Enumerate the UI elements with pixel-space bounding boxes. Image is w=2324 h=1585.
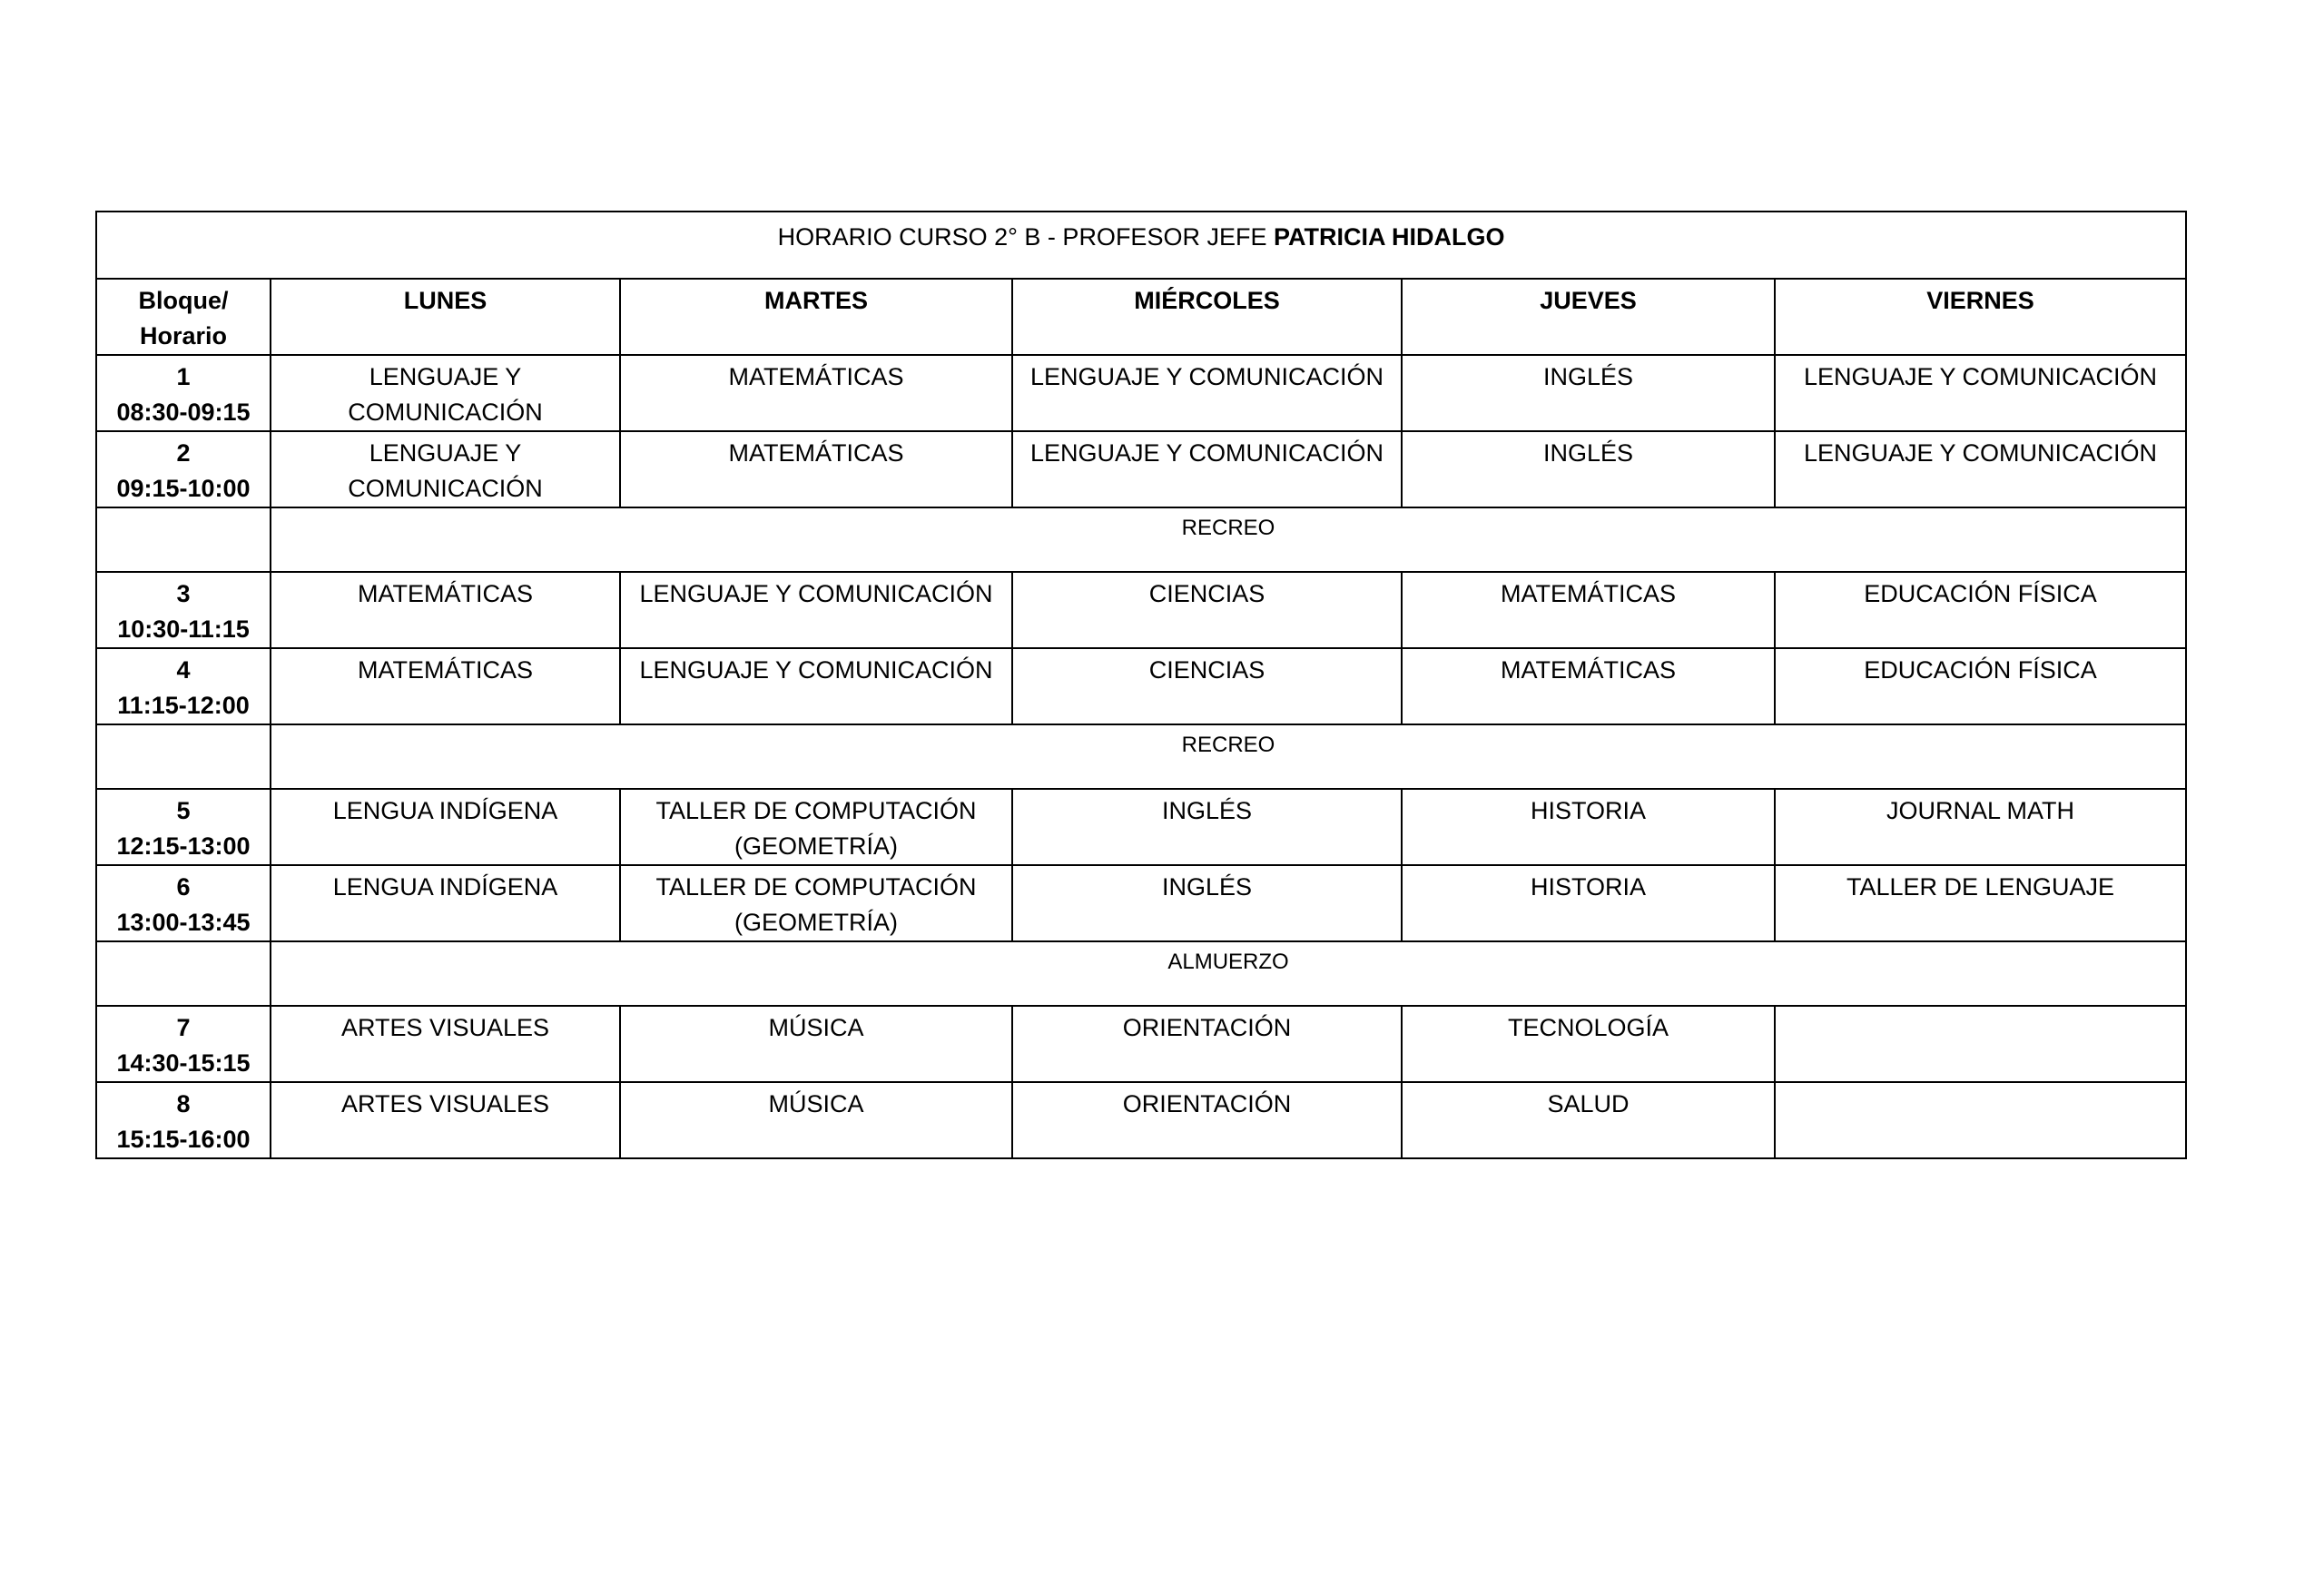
subject-name: LENGUAJE Y COMUNICACIÓN bbox=[1029, 439, 1384, 467]
block-number: 1 bbox=[176, 363, 191, 390]
block-cell bbox=[96, 865, 271, 941]
subject-name: LENGUAJE Y bbox=[369, 363, 522, 390]
block-cell bbox=[96, 1006, 271, 1082]
block-row bbox=[96, 648, 2186, 724]
subject-cell-thursday bbox=[1402, 355, 1775, 431]
subject-cell-tuesday bbox=[620, 572, 1012, 648]
day-header-friday: VIERNES bbox=[1775, 279, 2186, 355]
subject-name: MATEMÁTICAS bbox=[357, 580, 533, 607]
subject-cell-wednesday bbox=[1012, 1082, 1402, 1158]
subject-name: (GEOMETRÍA) bbox=[734, 909, 898, 936]
subject-name: TALLER DE COMPUTACIÓN bbox=[655, 873, 977, 901]
subject-cell-wednesday bbox=[1012, 789, 1402, 865]
subject-cell-monday bbox=[271, 431, 620, 507]
subject-cell-friday bbox=[1775, 431, 2186, 507]
subject-name: INGLÉS bbox=[1542, 439, 1634, 467]
subject-cell-thursday bbox=[1402, 865, 1775, 941]
subject-name: INGLÉS bbox=[1161, 797, 1253, 824]
block-number: 4 bbox=[176, 656, 191, 684]
subject-name: COMUNICACIÓN bbox=[348, 475, 543, 502]
subject-name: TECNOLOGÍA bbox=[1507, 1014, 1669, 1041]
block-number: 5 bbox=[176, 797, 191, 824]
break-label: RECREO bbox=[271, 507, 2186, 572]
subject-cell-monday bbox=[271, 789, 620, 865]
subject-name: LENGUA INDÍGENA bbox=[332, 797, 558, 824]
subject-name: ARTES VISUALES bbox=[340, 1090, 550, 1117]
block-time: 15:15-16:00 bbox=[116, 1126, 251, 1153]
block-row bbox=[96, 431, 2186, 507]
subject-cell-monday bbox=[271, 572, 620, 648]
subject-cell-thursday bbox=[1402, 431, 1775, 507]
block-time: 08:30-09:15 bbox=[116, 399, 251, 426]
subject-cell-wednesday bbox=[1012, 572, 1402, 648]
break-row bbox=[96, 724, 2186, 789]
title-prefix: HORARIO CURSO 2° B - PROFESOR JEFE bbox=[777, 223, 1274, 251]
block-cell bbox=[96, 789, 271, 865]
subject-cell-thursday bbox=[1402, 789, 1775, 865]
block-number: 7 bbox=[176, 1014, 191, 1041]
subject-name: MATEMÁTICAS bbox=[728, 363, 904, 390]
subject-name: TALLER DE COMPUTACIÓN bbox=[655, 797, 977, 824]
subject-name: ORIENTACIÓN bbox=[1122, 1090, 1292, 1117]
break-label: ALMUERZO bbox=[271, 941, 2186, 1006]
subject-name: (GEOMETRÍA) bbox=[734, 832, 898, 860]
block-row bbox=[96, 865, 2186, 941]
subject-cell-monday bbox=[271, 1006, 620, 1082]
day-header-monday: LUNES bbox=[271, 279, 620, 355]
break-block-cell bbox=[96, 507, 271, 572]
subject-name: LENGUAJE Y COMUNICACIÓN bbox=[639, 656, 993, 684]
subject-cell-friday bbox=[1775, 572, 2186, 648]
subject-cell-wednesday bbox=[1012, 355, 1402, 431]
subject-cell-wednesday bbox=[1012, 1006, 1402, 1082]
subject-cell-thursday bbox=[1402, 1082, 1775, 1158]
schedule-body bbox=[96, 355, 2186, 1158]
subject-name: EDUCACIÓN FÍSICA bbox=[1864, 656, 2097, 684]
block-time: 13:00-13:45 bbox=[116, 909, 251, 936]
subject-cell-friday bbox=[1775, 648, 2186, 724]
block-row bbox=[96, 572, 2186, 648]
subject-name: MÚSICA bbox=[768, 1014, 864, 1041]
subject-cell-friday bbox=[1775, 1082, 2186, 1158]
break-label: RECREO bbox=[271, 724, 2186, 789]
block-number: 3 bbox=[176, 580, 191, 607]
subject-name: MATEMÁTICAS bbox=[357, 656, 533, 684]
block-row bbox=[96, 1006, 2186, 1082]
subject-name: COMUNICACIÓN bbox=[348, 399, 543, 426]
break-row bbox=[96, 941, 2186, 1006]
subject-cell-monday bbox=[271, 865, 620, 941]
subject-name: MÚSICA bbox=[768, 1090, 864, 1117]
subject-cell-monday bbox=[271, 355, 620, 431]
subject-name: LENGUAJE Y COMUNICACIÓN bbox=[1803, 363, 2158, 390]
subject-cell-tuesday bbox=[620, 789, 1012, 865]
block-time: 11:15-12:00 bbox=[117, 692, 250, 719]
block-row bbox=[96, 1082, 2186, 1158]
subject-cell-thursday bbox=[1402, 572, 1775, 648]
subject-cell-wednesday bbox=[1012, 648, 1402, 724]
block-number: 6 bbox=[176, 873, 191, 901]
subject-name: LENGUAJE Y bbox=[369, 439, 522, 467]
subject-name: ARTES VISUALES bbox=[340, 1014, 550, 1041]
subject-cell-friday bbox=[1775, 865, 2186, 941]
subject-name: LENGUAJE Y COMUNICACIÓN bbox=[639, 580, 993, 607]
break-block-cell bbox=[96, 724, 271, 789]
block-row bbox=[96, 789, 2186, 865]
block-cell bbox=[96, 355, 271, 431]
subject-cell-monday bbox=[271, 1082, 620, 1158]
subject-cell-tuesday bbox=[620, 355, 1012, 431]
block-number: 2 bbox=[176, 439, 191, 467]
subject-name: LENGUAJE Y COMUNICACIÓN bbox=[1803, 439, 2158, 467]
break-block-cell bbox=[96, 941, 271, 1006]
subject-cell-friday bbox=[1775, 355, 2186, 431]
subject-cell-tuesday bbox=[620, 1082, 1012, 1158]
subject-cell-tuesday bbox=[620, 865, 1012, 941]
subject-cell-thursday bbox=[1402, 1006, 1775, 1082]
block-cell bbox=[96, 1082, 271, 1158]
subject-name: CIENCIAS bbox=[1148, 656, 1265, 684]
subject-name: CIENCIAS bbox=[1148, 580, 1265, 607]
title-row bbox=[96, 212, 2186, 279]
block-time: 09:15-10:00 bbox=[116, 475, 251, 502]
subject-cell-tuesday bbox=[620, 648, 1012, 724]
subject-cell-thursday bbox=[1402, 648, 1775, 724]
block-header-line1: Bloque/ bbox=[138, 287, 229, 314]
subject-name: INGLÉS bbox=[1161, 873, 1253, 901]
block-cell bbox=[96, 648, 271, 724]
subject-name: MATEMÁTICAS bbox=[1500, 580, 1676, 607]
subject-cell-friday bbox=[1775, 1006, 2186, 1082]
schedule-title bbox=[96, 212, 2186, 279]
subject-cell-friday bbox=[1775, 789, 2186, 865]
teacher-name: PATRICIA HIDALGO bbox=[1273, 223, 1505, 251]
block-number: 8 bbox=[176, 1090, 191, 1117]
block-cell bbox=[96, 431, 271, 507]
subject-cell-monday bbox=[271, 648, 620, 724]
subject-name: LENGUA INDÍGENA bbox=[332, 873, 558, 901]
subject-name: ORIENTACIÓN bbox=[1122, 1014, 1292, 1041]
header-row bbox=[96, 279, 2186, 355]
day-header-thursday: JUEVES bbox=[1402, 279, 1775, 355]
day-header-wednesday: MIÉRCOLES bbox=[1012, 279, 1402, 355]
subject-name: EDUCACIÓN FÍSICA bbox=[1864, 580, 2097, 607]
subject-name: LENGUAJE Y COMUNICACIÓN bbox=[1029, 363, 1384, 390]
subject-name: HISTORIA bbox=[1530, 797, 1647, 824]
day-header-tuesday: MARTES bbox=[620, 279, 1012, 355]
block-cell bbox=[96, 572, 271, 648]
subject-name: MATEMÁTICAS bbox=[728, 439, 904, 467]
subject-name: HISTORIA bbox=[1530, 873, 1647, 901]
block-header bbox=[96, 279, 271, 355]
subject-name: JOURNAL MATH bbox=[1886, 797, 2075, 824]
block-header-line2: Horario bbox=[139, 322, 228, 349]
subject-cell-wednesday bbox=[1012, 865, 1402, 941]
subject-cell-tuesday bbox=[620, 431, 1012, 507]
block-time: 14:30-15:15 bbox=[116, 1049, 251, 1077]
schedule-table bbox=[95, 211, 2187, 1159]
block-time: 10:30-11:15 bbox=[117, 615, 250, 643]
block-time: 12:15-13:00 bbox=[116, 832, 251, 860]
subject-cell-wednesday bbox=[1012, 431, 1402, 507]
subject-cell-tuesday bbox=[620, 1006, 1012, 1082]
break-row bbox=[96, 507, 2186, 572]
subject-name: INGLÉS bbox=[1542, 363, 1634, 390]
subject-name: SALUD bbox=[1547, 1090, 1630, 1117]
subject-name: TALLER DE LENGUAJE bbox=[1846, 873, 2115, 901]
subject-name: MATEMÁTICAS bbox=[1500, 656, 1676, 684]
block-row bbox=[96, 355, 2186, 431]
